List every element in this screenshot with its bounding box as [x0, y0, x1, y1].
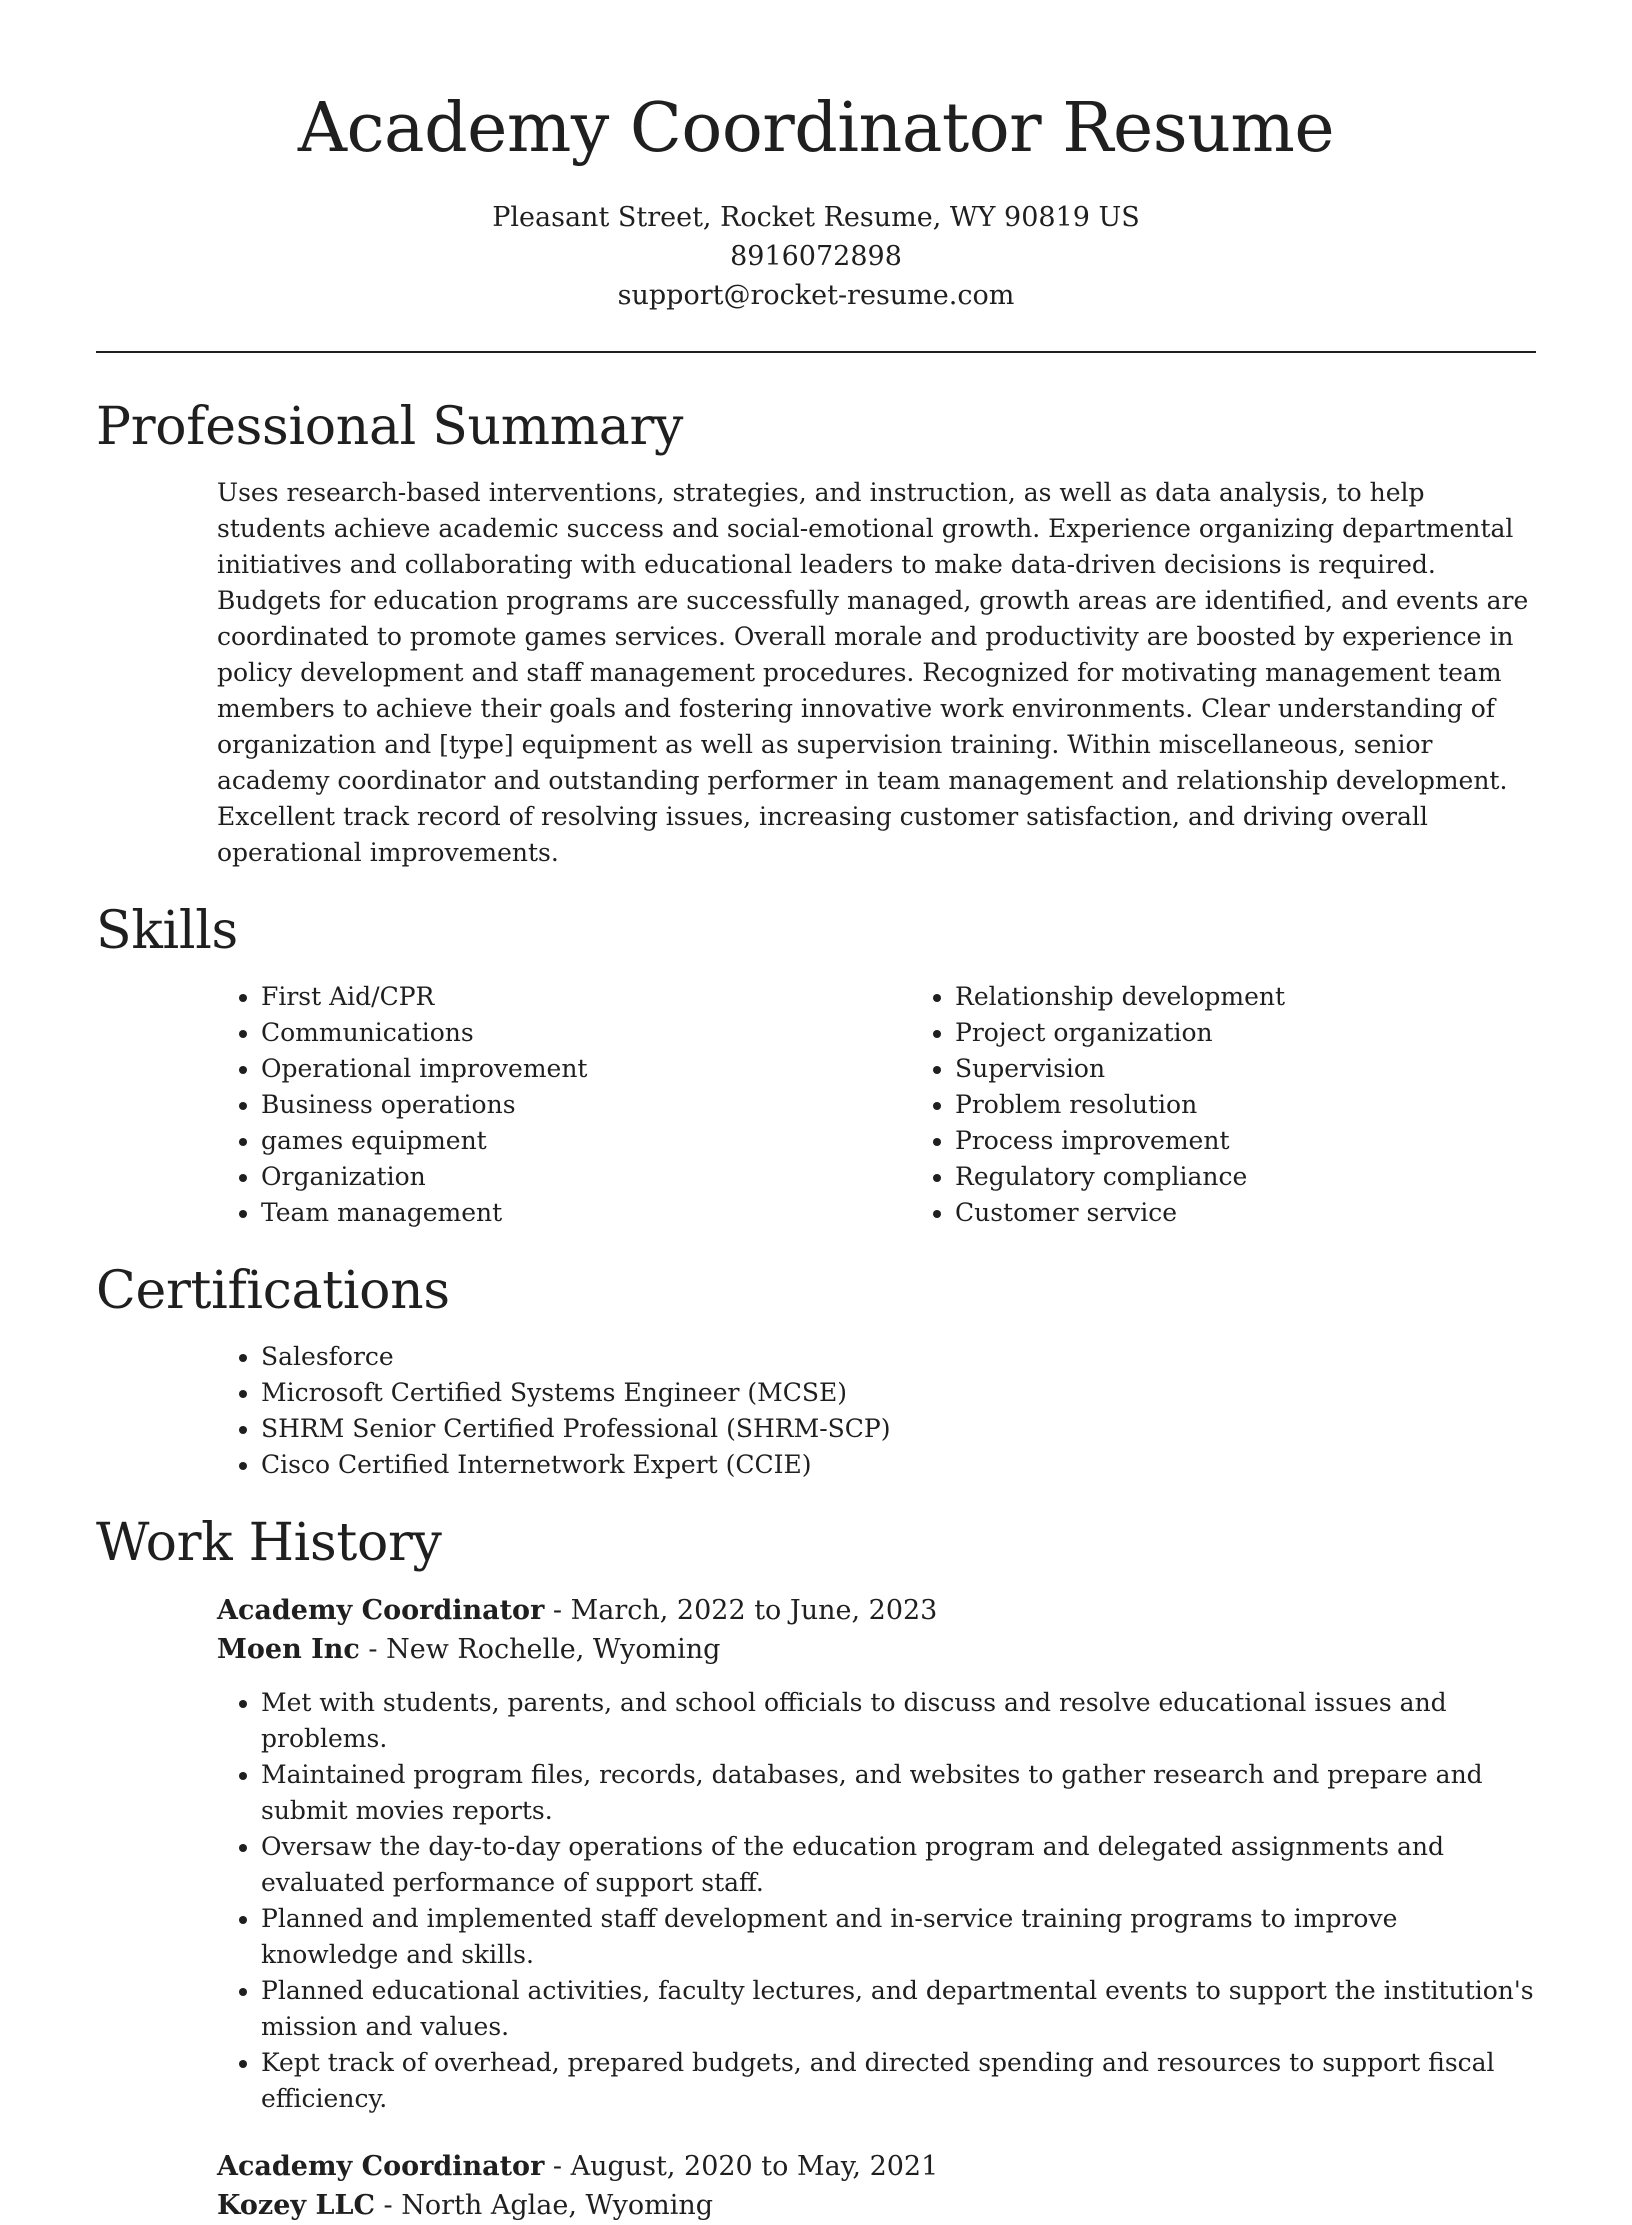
- skill-item: • Problem resolution: [955, 1087, 1605, 1123]
- contact-email: support@rocket-resume.com: [617, 280, 1015, 311]
- certifications-body: [217, 1339, 1536, 1483]
- skills-section: [96, 897, 1536, 1231]
- skill-item: • Operational improvement: [261, 1051, 911, 1087]
- job-duty: • Planned educational activities, faculty lectures, and departmental events to support the institution's mission and values.: [261, 1973, 1536, 2045]
- skills-grid: [217, 979, 1536, 1231]
- job-duty: • Met with students, parents, and school officials to discuss and resolve educational issues and problems.: [261, 1685, 1536, 1757]
- certification-item: • Microsoft Certified Systems Engineer (MCSE): [261, 1375, 1536, 1411]
- skills-list-right: [911, 979, 1605, 1231]
- work-history-section: [96, 1509, 1536, 2225]
- header-divider: [96, 351, 1536, 353]
- job-location: - New Rochelle, Wyoming: [359, 1634, 721, 1665]
- summary-body: [217, 475, 1536, 871]
- job-company: Kozey LLC: [217, 2190, 375, 2221]
- skill-item: • First Aid/CPR: [261, 979, 911, 1015]
- certification-item: • SHRM Senior Certified Professional (SHRM-SCP): [261, 1411, 1536, 1447]
- job-company-line: [217, 1630, 1536, 1669]
- summary-section: [96, 393, 1536, 871]
- job-duty: • Maintained program files, records, databases, and websites to gather research and prepare and submit movies reports.: [261, 1757, 1536, 1829]
- contact-phone: 8916072898: [730, 241, 902, 272]
- skills-list-left: [217, 979, 911, 1231]
- summary-text: Uses research-based interventions, strategies, and instruction, as well as data analysis, to help students achieve academic success and social-emotional growth. Experience organizing departmental initiatives and collaborating with educational leaders to make data-driven decisions is required. Budgets for education programs are successfully managed, growth areas are identified, and events are coordinated to promote games services. Overall morale and productivity are boosted by experience in policy development and staff management procedures. Recognized for motivating management team members to achieve their goals and fostering innovative work environments. Clear understanding of organization and [type] equipment as well as supervision training. Within miscellaneous, senior academy coordinator and outstanding performer in team management and relationship development. Excellent track record of resolving issues, increasing customer satisfaction, and driving overall operational improvements.: [217, 478, 1529, 867]
- job-role: Academy Coordinator: [217, 1595, 545, 1626]
- skill-item: • Team management: [261, 1195, 911, 1231]
- job-entry: [217, 2147, 1536, 2225]
- skill-item: • Supervision: [955, 1051, 1605, 1087]
- job-company: Moen Inc: [217, 1634, 360, 1665]
- certifications-heading: Certifications: [96, 1261, 450, 1321]
- skills-heading: Skills: [96, 901, 238, 961]
- skill-item: • Process improvement: [955, 1123, 1605, 1159]
- job-role: Academy Coordinator: [217, 2151, 545, 2182]
- work-history-heading: Work History: [96, 1513, 442, 1573]
- skill-item: • games equipment: [261, 1123, 911, 1159]
- skill-item: • Relationship development: [955, 979, 1605, 1015]
- job-company-line: [217, 2186, 1536, 2225]
- job-role-line: [217, 2147, 1536, 2186]
- summary-heading: Professional Summary: [96, 397, 684, 457]
- certification-item: • Cisco Certified Internetwork Expert (CCIE): [261, 1447, 1536, 1483]
- skill-item: • Organization: [261, 1159, 911, 1195]
- job-location: - North Aglae, Wyoming: [374, 2190, 714, 2221]
- skill-item: • Business operations: [261, 1087, 911, 1123]
- skill-item: • Regulatory compliance: [955, 1159, 1605, 1195]
- job-duties-list: [217, 1685, 1536, 2117]
- job-duty: • Kept track of overhead, prepared budgets, and directed spending and resources to support fiscal efficiency.: [261, 2045, 1536, 2117]
- certifications-list: [217, 1339, 1536, 1483]
- skill-item: • Communications: [261, 1015, 911, 1051]
- job-entry: [217, 1591, 1536, 2117]
- skill-item: • Customer service: [955, 1195, 1605, 1231]
- contact-info: [0, 198, 1632, 315]
- certification-item: • Salesforce: [261, 1339, 1536, 1375]
- contact-address: Pleasant Street, Rocket Resume, WY 90819 US: [492, 202, 1140, 233]
- job-role-line: [217, 1591, 1536, 1630]
- job-dates: - March, 2022 to June, 2023: [544, 1595, 938, 1626]
- skill-item: • Project organization: [955, 1015, 1605, 1051]
- resume-title: Academy Coordinator Resume: [297, 89, 1335, 168]
- resume-header: [0, 0, 1632, 315]
- job-duty: • Oversaw the day-to-day operations of the education program and delegated assignments and evaluated performance of support staff.: [261, 1829, 1536, 1901]
- job-dates: - August, 2020 to May, 2021: [544, 2151, 939, 2182]
- certifications-section: [96, 1257, 1536, 1483]
- job-duty: • Planned and implemented staff development and in-service training programs to improve knowledge and skills.: [261, 1901, 1536, 1973]
